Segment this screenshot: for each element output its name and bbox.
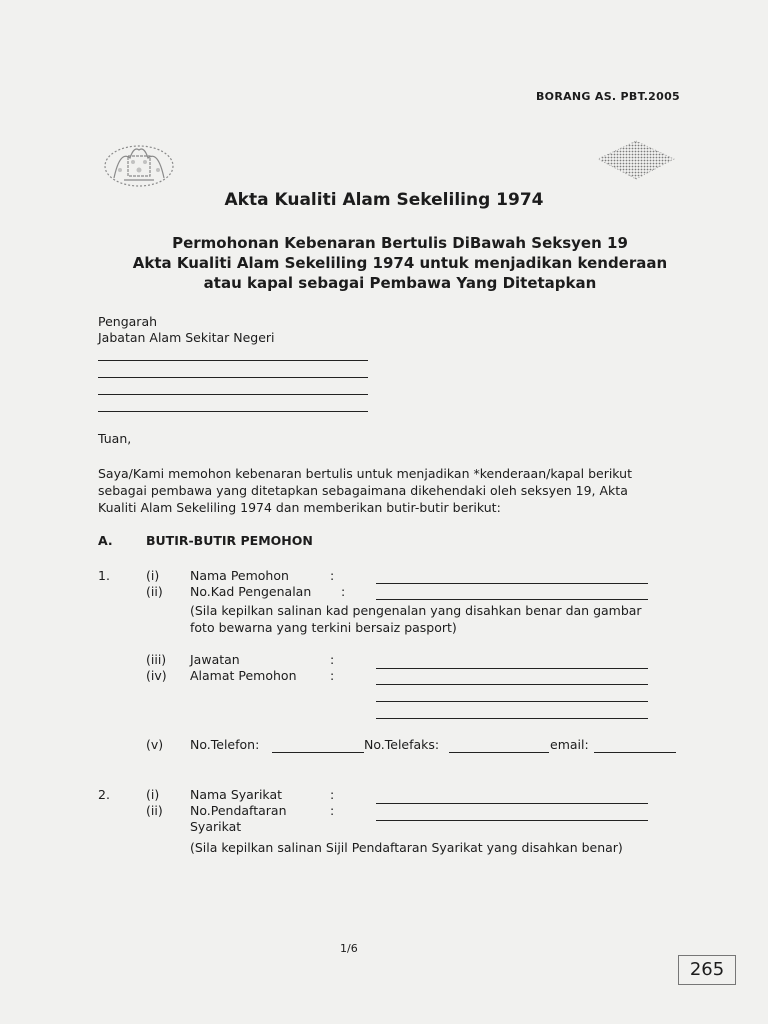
request-paragraph [98, 465, 698, 516]
stamp-number-box [678, 955, 736, 985]
salutation: Tuan, [98, 431, 132, 446]
ic-note-line-1: (Sila kepilkan salinan kad pengenalan yang disahkan benar dan gambar [190, 603, 642, 618]
form-code: BORANG AS. PBT.2005 [536, 90, 681, 103]
malaysia-coat-of-arms-icon [100, 140, 178, 190]
address-colon: : [330, 668, 335, 683]
fax-label: No.Telefaks: [364, 737, 440, 752]
ic-note-line-2: foto bewarna yang terkini bersaiz pasport) [190, 620, 457, 635]
address-line-2[interactable] [98, 377, 368, 378]
email-label: email: [550, 737, 589, 752]
position-field[interactable] [376, 668, 648, 669]
company-registration-field[interactable] [376, 820, 648, 821]
company-registration-colon: : [330, 803, 335, 818]
section-a-letter: A. [98, 533, 113, 548]
company-registration-label-2: Syarikat [190, 819, 242, 834]
position-label: Jawatan [190, 652, 240, 667]
company-name-colon: : [330, 787, 335, 802]
address-label: Alamat Pemohon [190, 668, 297, 683]
item-1-iv-roman: (iv) [146, 668, 167, 683]
item-2-number: 2. [98, 787, 110, 802]
item-1-number: 1. [98, 568, 110, 583]
item-2-i-roman: (i) [146, 787, 160, 802]
fax-field[interactable] [449, 752, 549, 753]
stamp-number: 265 [689, 959, 725, 980]
position-colon: : [330, 652, 335, 667]
applicant-address-line-1[interactable] [376, 684, 648, 685]
phone-field[interactable] [272, 752, 364, 753]
addressee-title: Pengarah [98, 314, 158, 329]
section-a-heading: BUTIR-BUTIR PEMOHON [146, 533, 313, 548]
email-field[interactable] [594, 752, 676, 753]
ic-number-field[interactable] [376, 599, 648, 600]
page-number: 1/6 [340, 942, 358, 955]
applicant-name-colon: : [330, 568, 335, 583]
item-1-ii-roman: (ii) [146, 584, 163, 599]
department-emblem-icon [592, 135, 680, 185]
item-2-ii-roman: (ii) [146, 803, 163, 818]
company-note: (Sila kepilkan salinan Sijil Pendaftaran Syarikat yang disahkan benar) [190, 840, 623, 855]
paragraph-line-1: Saya/Kami memohon kebenaran bertulis untuk menjadikan *kenderaan/kapal berikut [98, 466, 632, 481]
address-line-1[interactable] [98, 360, 368, 361]
ic-number-label: No.Kad Pengenalan [190, 584, 312, 599]
paragraph-line-3: Kualiti Alam Sekeliling 1974 dan memberikan butir-butir berikut: [98, 500, 501, 515]
address-line-3[interactable] [98, 394, 368, 395]
applicant-address-line-2[interactable] [376, 701, 648, 702]
paragraph-line-2: sebagai pembawa yang ditetapkan sebagaimana dikehendaki oleh seksyen 19, Akta [98, 483, 628, 498]
phone-label: No.Telefon: [190, 737, 260, 752]
subtitle-line-3: atau kapal sebagai Pembawa Yang Ditetapkan [203, 274, 597, 292]
document-subtitle [80, 233, 720, 293]
ic-number-colon: : [341, 584, 346, 599]
item-1-i-roman: (i) [146, 568, 160, 583]
company-registration-label: No.Pendaftaran [190, 803, 287, 818]
item-1-v-roman: (v) [146, 737, 164, 752]
subtitle-line-1: Permohonan Kebenaran Bertulis DiBawah Seksyen 19 [172, 234, 628, 252]
company-name-label: Nama Syarikat [190, 787, 283, 802]
document-title: Akta Kualiti Alam Sekeliling 1974 [224, 190, 544, 210]
company-name-field[interactable] [376, 803, 648, 804]
applicant-name-field[interactable] [376, 583, 648, 584]
subtitle-line-2: Akta Kualiti Alam Sekeliling 1974 untuk menjadikan kenderaan [132, 254, 668, 272]
item-1-iii-roman: (iii) [146, 652, 167, 667]
addressee-department: Jabatan Alam Sekitar Negeri [98, 330, 275, 345]
applicant-name-label: Nama Pemohon [190, 568, 289, 583]
applicant-address-line-3[interactable] [376, 718, 648, 719]
address-line-4[interactable] [98, 411, 368, 412]
